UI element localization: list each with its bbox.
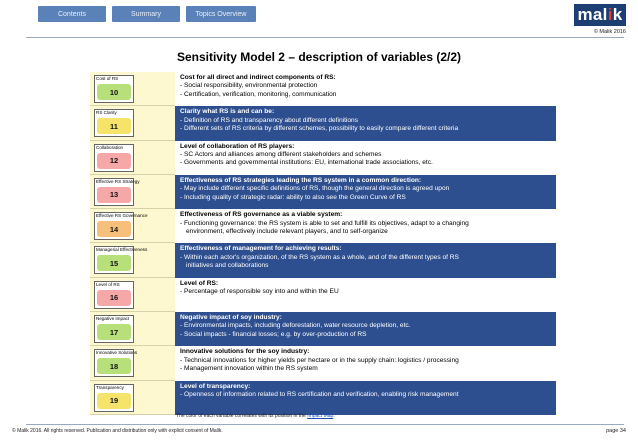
variable-card: [94, 349, 138, 377]
footnote: [176, 413, 335, 419]
variable-description: [175, 278, 556, 312]
variable-number: 17: [97, 324, 131, 340]
variable-card-cell: [90, 381, 175, 415]
variable-detail-line: - Social impacts - financial losses; e.g. by over-production of RS: [180, 330, 367, 338]
variable-row: [90, 175, 556, 209]
variable-description: [175, 346, 556, 380]
tab-topics-overview[interactable]: Topics Overview: [186, 6, 256, 22]
variable-card-label: Innovative Solutions: [96, 350, 138, 356]
variable-detail-line: - Certification, verification, monitoring, communication: [180, 90, 337, 98]
variable-description: [175, 381, 556, 415]
variable-card-cell: [90, 243, 175, 277]
variable-card: [94, 281, 134, 309]
variable-card-label: Managerial Effectiveness: [96, 247, 148, 253]
variable-card-cell: [90, 141, 175, 175]
variable-card-label: Level of RS: [96, 281, 120, 287]
logo-text-pre: mal: [577, 5, 608, 24]
variable-description: [175, 72, 556, 106]
variable-number: 16: [97, 290, 131, 306]
variable-detail-line: initiatives and collaborations: [186, 262, 269, 270]
variable-number: 15: [97, 255, 131, 271]
variable-row: [90, 381, 556, 415]
variable-detail-line: - Within each actor's organization, of the RS system as a whole, and of the different types of RS: [180, 253, 459, 261]
variable-card: [94, 109, 134, 137]
variable-card: [94, 384, 134, 412]
variable-card-cell: [90, 278, 175, 312]
variable-card: [94, 212, 148, 240]
variable-card-label: Effective RS Governance: [96, 213, 148, 219]
variable-detail-line: - May include different specific definitions of RS, though the general direction is agreed upon: [180, 185, 450, 193]
variable-description: [175, 243, 556, 277]
header-copyright: © Malik 2016: [593, 29, 626, 35]
variable-heading: Negative impact of soy industry:: [180, 314, 282, 322]
variable-number: 10: [97, 84, 131, 100]
variable-heading: Effectiveness of RS governance as a viable system:: [180, 211, 343, 219]
variable-card: [94, 144, 134, 172]
variable-detail-line: - Openness of information related to RS certification and verification, enabling risk management: [180, 391, 459, 399]
variable-card: [94, 75, 134, 103]
variable-heading: Effectiveness of RS strategies leading the RS system in a common direction:: [180, 176, 422, 184]
variable-card-label: Negative Impact: [96, 316, 130, 322]
page-title: Sensitivity Model 2 – description of variables (2/2): [176, 50, 462, 64]
variable-card-cell: [90, 72, 175, 106]
header-divider: [26, 37, 624, 38]
variable-detail-line: - Environmental impacts, including deforestation, water resource depletion, etc.: [180, 322, 411, 330]
variable-number: 11: [97, 118, 131, 134]
variable-heading: Level of RS:: [180, 279, 219, 287]
variable-card: [94, 178, 140, 206]
variable-card-label: Cost of RS: [96, 76, 119, 81]
footer-copyright: © Malik 2016. All rights reserved. Publication and distribution only with explicit consent of Malik.: [12, 428, 223, 434]
variable-card-label: Effective RS Strategy: [96, 178, 140, 184]
footnote-end: .: [333, 413, 335, 419]
logo-text-accent: i: [607, 5, 613, 24]
variable-detail-line: - Management innovation within the RS system: [180, 365, 318, 373]
variable-card-cell: [90, 312, 175, 346]
variable-heading: Effectiveness of management for achieving results:: [180, 245, 342, 253]
variable-row: [90, 278, 556, 312]
variable-row: [90, 72, 556, 106]
variables-table: [90, 72, 556, 415]
variable-number: 12: [97, 153, 131, 169]
variable-row: [90, 141, 556, 175]
variable-number: 13: [97, 187, 131, 203]
variable-row: [90, 312, 556, 346]
variable-card-label: RS Clarity: [96, 110, 117, 116]
variable-description: [175, 106, 556, 140]
impact-map-link[interactable]: Impact Map: [307, 413, 334, 419]
footer-divider: [26, 424, 624, 425]
nav-tabs: [38, 6, 256, 22]
variable-detail-line: - Including quality of strategic radar: ability to also see the Green Curve of RS: [180, 193, 406, 201]
tab-summary[interactable]: Summary: [112, 6, 180, 22]
variable-card: [94, 246, 148, 274]
variable-row: [90, 209, 556, 243]
variable-card-cell: [90, 106, 175, 140]
variable-detail-line: - Functioning governance: the RS system is able to set and fulfill its objectives, adapt to a changing: [180, 219, 469, 227]
variable-detail-line: - Social responsibility, environmental protection: [180, 82, 318, 90]
variable-row: [90, 106, 556, 140]
variable-card-cell: [90, 209, 175, 243]
variable-card-cell: [90, 175, 175, 209]
variable-detail-line: environment, effectively include relevant players, and to self-organize: [186, 228, 388, 235]
variable-number: 14: [97, 221, 131, 237]
variable-detail-line: - Different sets of RS criteria by different schemes, possibility to easily compare different criteria: [180, 125, 459, 133]
variable-card: [94, 315, 134, 343]
variable-detail-line: - SC Actors and alliances among different stakeholders and schemes: [180, 151, 382, 158]
variable-number: 18: [97, 358, 131, 374]
variable-description: [175, 312, 556, 346]
footnote-text: The color of each variable correlates with its position in the: [176, 413, 308, 419]
variable-number: 19: [97, 393, 131, 409]
malik-logo: [574, 4, 626, 26]
variable-detail-line: - Definition of RS and transparency about different definitions: [180, 116, 359, 124]
variable-card-cell: [90, 346, 175, 380]
variable-row: [90, 243, 556, 277]
variable-heading: Innovative solutions for the soy industry:: [180, 348, 310, 356]
variable-heading: Level of transparency:: [180, 382, 251, 390]
variable-description: [175, 141, 556, 175]
variable-detail-line: - Governments and governmental institutions: EU, international trade associations, etc.: [180, 159, 433, 167]
variable-card-label: Transparency: [96, 384, 124, 390]
tab-contents[interactable]: Contents: [38, 6, 106, 22]
top-bar: [0, 0, 638, 26]
logo-text-post: k: [612, 5, 623, 24]
variable-row: [90, 346, 556, 380]
variable-description: [175, 175, 556, 209]
variable-card-label: Collaboration: [96, 144, 124, 150]
variable-description: [175, 209, 556, 243]
variable-heading: Level of collaboration of RS players:: [180, 142, 295, 150]
variable-heading: Clarity what RS is and can be:: [180, 108, 275, 116]
variable-detail-line: - Percentage of responsible soy into and within the EU: [180, 288, 339, 296]
page-number: page 34: [606, 428, 626, 434]
variable-heading: Cost for all direct and indirect components of RS:: [180, 74, 336, 81]
variable-detail-line: - Technical innovations for higher yields per hectare or in the supply chain: logistics / processing: [180, 356, 459, 364]
